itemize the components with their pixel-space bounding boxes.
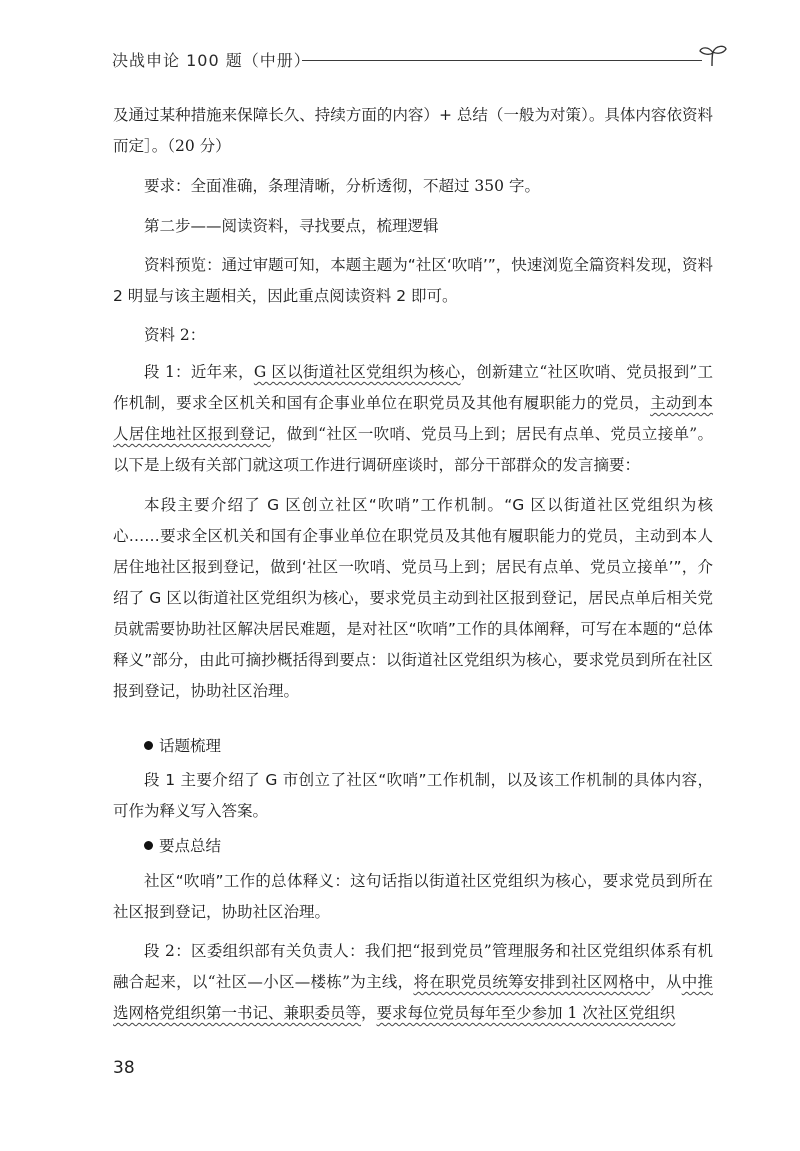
material-label: 资料 2： — [144, 326, 206, 344]
running-header — [112, 44, 722, 74]
underlined-phrase: 中推选网格党组织第一书记、兼职委员等 — [113, 973, 713, 1022]
underlined-phrase: 主动到本人居住地社区报到登记 — [113, 394, 713, 443]
preview-paragraph: 资料预览：通过审题可知，本题主题为“社区‘吹哨’”，快速浏览全篇资料发现，资料 2 明显与该主题相关，因此重点阅读资料 2 即可。 — [113, 256, 713, 305]
header-rule — [302, 60, 702, 61]
analysis-paragraph: 本段主要介绍了 G 区创立社区“吹哨”工作机制。“G 区以街道社区党组织为核心……要求全区机关和国有企事业单位在职党员及其他有履职能力的党员，主动到本人居住地社区报到登记，做到‘社区一吹哨、党员马上到；居民有点单、党员立接单’”，介绍了 G 区以街道社区党组织为核心，要求党员主动到社区报到登记，居民点单后相关党员就需要协助社区解决居民难题，是对社区“吹哨”工作的具体阐释，可写在本题的“总体释义”部分，由此可摘抄概括得到要点：以街道社区党组织为核心，要求党员到所在社区报到登记，协助社区治理。 — [113, 496, 713, 700]
underlined-phrase: 要求每位党员每年至少参加 1 次社区党组织 — [376, 1004, 676, 1022]
sprout-icon — [698, 44, 728, 68]
para2-text: ，从 — [650, 973, 682, 991]
para1-text: 段 1：近年来， — [144, 363, 254, 381]
para2-text: 段 2：区委组织部有关负责人：我们把“报到党员”管理服务和社区党组织体系有机融合起来，以“社区—小区—楼栋”为主线， — [113, 942, 713, 991]
para1-text: ，做到“社区一吹哨、党员马上到；居民有点单、党员立接单”。以下是上级有关部门就这项工作进行调研座谈时，部分干部群众的发言摘要： — [113, 425, 713, 474]
underlined-phrase: G 区以街道社区党组织为核心 — [253, 363, 461, 381]
para2-text: ， — [361, 1004, 377, 1022]
topic-paragraph: 段 1 主要介绍了 G 市创立了社区“吹哨”工作机制，以及该工作机制的具体内容，可作为释义写入答案。 — [113, 771, 713, 820]
continuation-paragraph: 及通过某种措施来保障长久、持续方面的内容）+ 总结（一般为对策）。具体内容依资料而定］。（20 分） — [113, 106, 713, 155]
bullet-icon — [144, 841, 153, 850]
requirements-line: 要求：全面准确，条理清晰，分析透彻，不超过 350 字。 — [144, 177, 540, 195]
page-number: 38 — [113, 1058, 135, 1078]
summary-paragraph: 社区“吹哨”工作的总体释义：这句话指以街道社区党组织为核心，要求党员到所在社区报到登记，协助社区治理。 — [113, 872, 713, 921]
material-paragraph-2 — [113, 936, 713, 1029]
step-heading: 第二步——阅读资料，寻找要点，梳理逻辑 — [144, 217, 439, 235]
para1-text: ，创新建立“社区吹哨、党员报到”工作机制，要求全区机关和国有企事业单位在职党员及其他有履职能力的党员， — [113, 363, 714, 412]
bullet-topic: 话题梳理 — [113, 731, 713, 762]
material-paragraph-1 — [113, 357, 713, 481]
underlined-phrase: 将在职党员统筹安排到社区网格中 — [413, 973, 651, 991]
book-title: 决战申论 100 题（中册） — [112, 51, 311, 70]
bullet-icon — [144, 741, 153, 750]
bullet-summary: 要点总结 — [113, 831, 713, 862]
